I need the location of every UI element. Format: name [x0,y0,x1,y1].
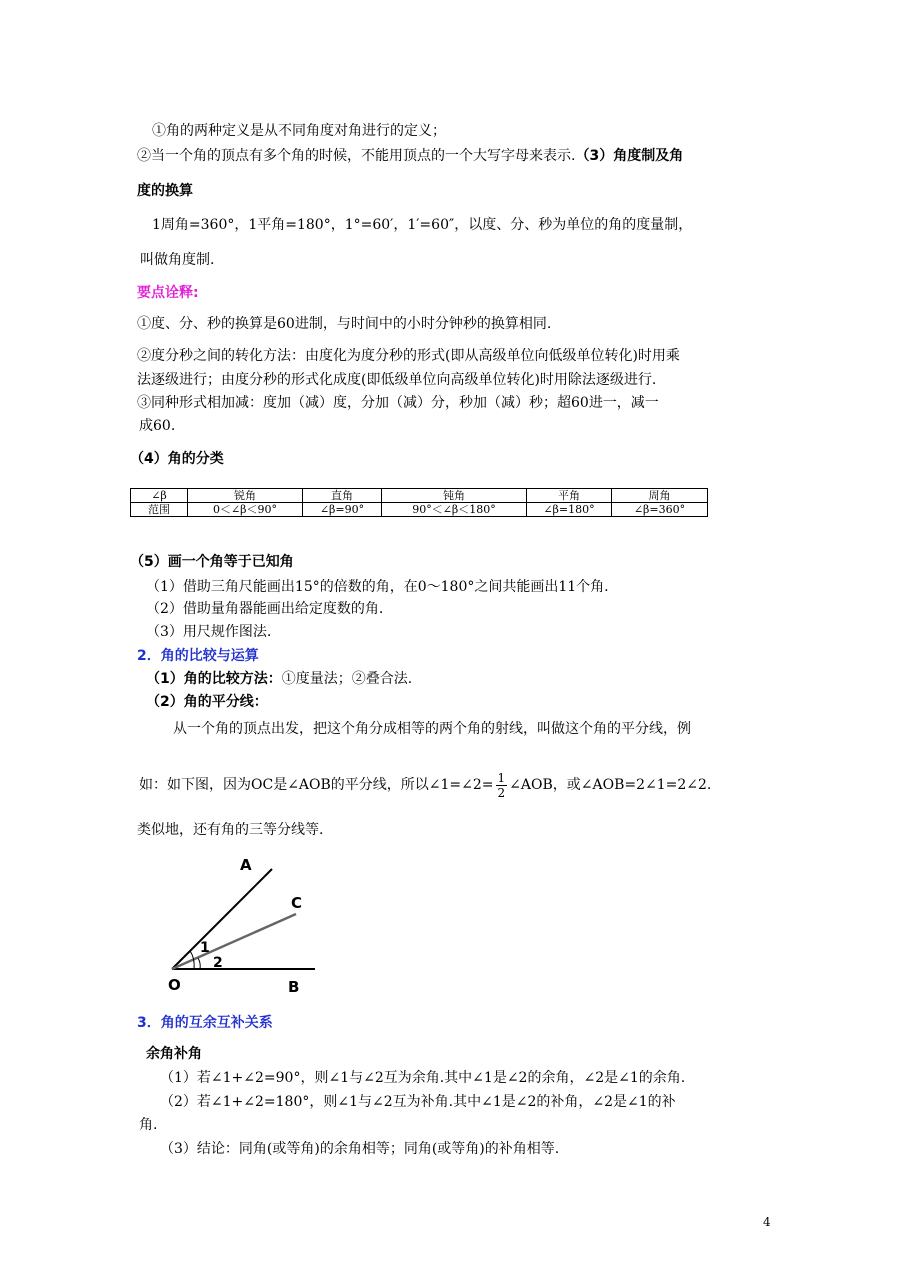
key-points-heading: 要点诠释: [137,285,199,301]
fraction [496,771,508,800]
table-cell: 锐角 [188,489,303,503]
table-row [131,503,708,517]
table-cell: ∠β=360° [612,503,708,517]
table-row [131,489,708,503]
text-line-with-heading [146,669,412,689]
table-cell: ∠β=90° [303,503,382,517]
fraction-denominator: 2 [497,785,506,800]
label-angle-1: 1 [200,940,210,956]
text-line: ∠AOB，或∠AOB=2∠1=2∠2. [509,777,712,793]
table-cell: 范围 [131,503,188,517]
text-line-with-heading [137,146,683,166]
text-line: ①角的两种定义是从不同角度对角进行的定义； [152,123,446,139]
text-line: （3）结论：同角(或等角)的余角相等；同角(或等角)的补角相等. [160,1141,560,1157]
text-line: 类似地，还有角的三等分线等. [137,822,324,838]
text-line: 1周角=360°，1平角=180°，1°=60′，1′=60″，以度、分、秒为单位的角的度量制， [152,217,693,233]
text-line: ③同种形式相加减：度加（减）度，分加（减）分，秒加（减）秒；超60进一，减一 [137,395,659,411]
text-line: 如：如下图，因为OC是∠AOB的平分线，所以∠1=∠2= [139,777,494,793]
text-line: 成60. [139,418,176,434]
table-cell: 钝角 [382,489,527,503]
text-line: （2）若∠1+∠2=180°，则∠1与∠2互为补角.其中∠1是∠2的补角，∠2是∠1的补 [160,1094,676,1110]
text-line: （1）若∠1+∠2=90°，则∠1与∠2互为余角.其中∠1是∠2的余角，∠2是∠1的余角. [160,1070,686,1086]
ray-oa [172,869,272,969]
text-line: ②度分秒之间的转化方法：由度化为度分秒的形式(即从高级单位向低级单位转化)时用乘 [137,348,680,364]
page-number: 4 [763,1215,771,1229]
label-angle-2: 2 [213,955,223,971]
angle-classification-table [130,488,708,517]
sub-heading: （2）角的平分线： [146,694,268,710]
label-c: C [291,894,303,912]
section-heading: 3．角的互余互补关系 [137,1015,273,1031]
table-cell: ∠β=180° [527,503,612,517]
table-cell: 周角 [612,489,708,503]
table-cell: ∠β [131,489,188,503]
fraction-numerator: 1 [497,770,506,785]
table-cell: 0＜∠β＜90° [188,503,303,517]
section-heading: （3）角度制及角 [575,148,684,164]
text-line: ①度量法；②叠合法. [281,671,413,687]
table-cell: 直角 [303,489,382,503]
label-b: B [288,978,300,996]
text-line: 从一个角的顶点出发，把这个角分成相等的两个角的射线，叫做这个角的平分线，例 [173,721,691,737]
ray-oc [172,914,296,969]
sub-heading: 余角补角 [146,1046,202,1062]
text-line: （1）借助三角尺能画出15°的倍数的角，在0～180°之间共能画出11个角. [146,579,609,595]
sub-heading: （1）角的比较方法： [146,671,282,687]
angle-bisector-figure [160,850,330,1000]
section-heading: （4）角的分类 [130,451,224,467]
text-line: （3）用尺规作图法. [146,624,272,640]
table-cell: 90°＜∠β＜180° [382,503,527,517]
section-heading: 度的换算 [137,183,193,199]
section-heading: 2．角的比较与运算 [137,648,259,664]
text-line-with-fraction [139,767,711,803]
label-a: A [240,856,252,874]
text-line: 法逐级进行；由度分秒的形式化成度(即低级单位向高级单位转化)时用除法逐级进行. [137,372,657,388]
text-line: 角. [139,1117,158,1133]
angle-arc-2 [198,958,200,969]
text-line: ①度、分、秒的换算是60进制，与时间中的小时分钟秒的换算相同. [137,316,552,332]
section-heading: （5）画一个角等于已知角 [130,554,294,570]
table-cell: 平角 [527,489,612,503]
text-line: （2）借助量角器能画出给定度数的角. [146,601,384,617]
label-o: O [168,976,181,994]
text-line: ②当一个角的顶点有多个角的时候，不能用顶点的一个大写字母来表示. [137,148,576,164]
text-line: 叫做角度制. [140,252,215,268]
